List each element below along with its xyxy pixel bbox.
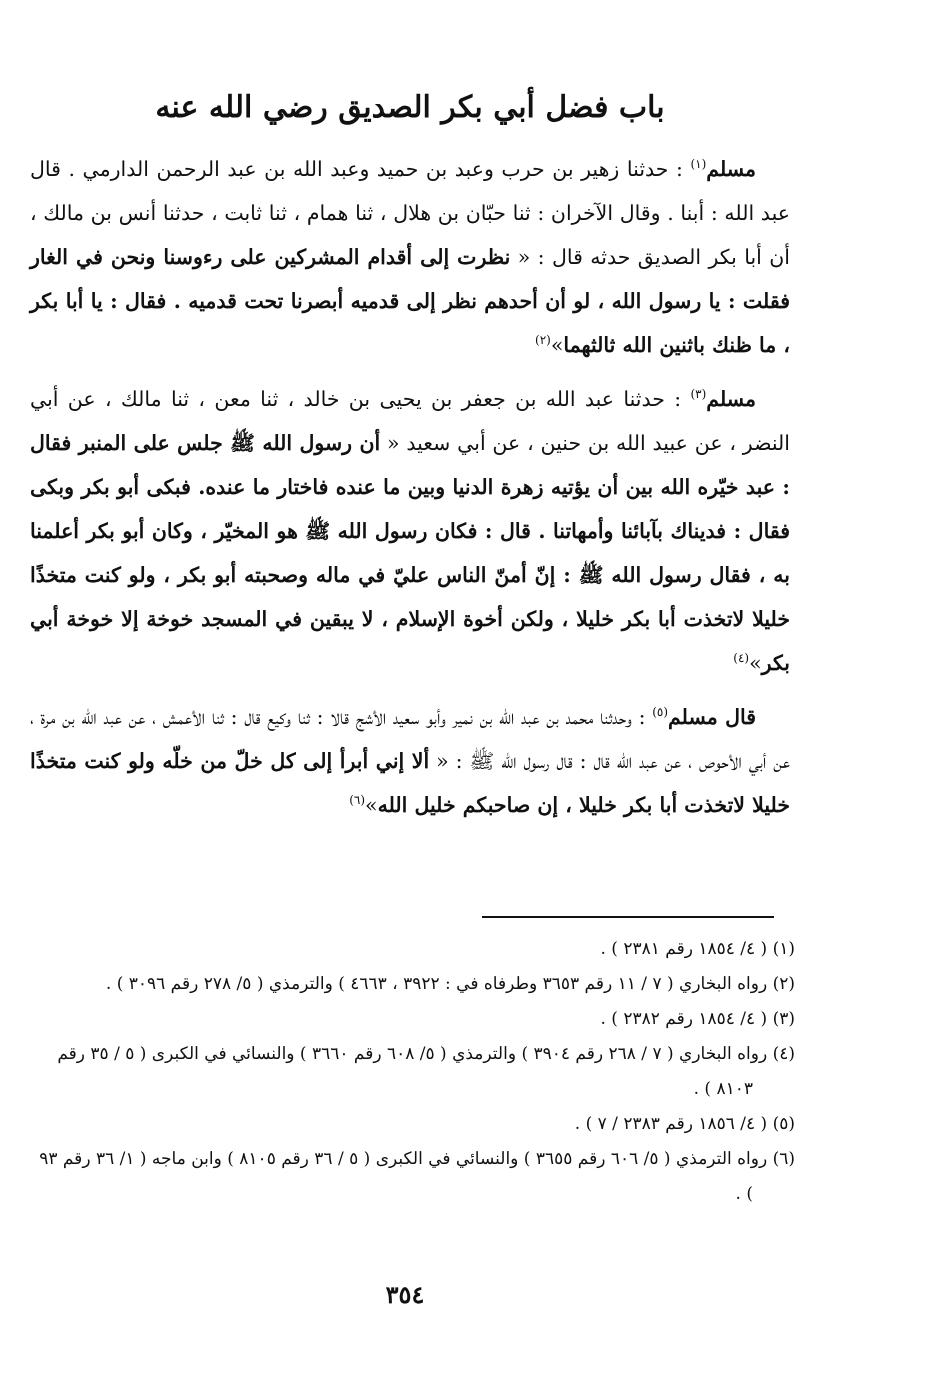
source-label: مسلم (706, 387, 756, 411)
main-text (30, 90, 790, 837)
source-label: قال مسلم (668, 705, 757, 729)
quote-close: » (749, 651, 762, 675)
hadith-paragraph-1 (30, 147, 790, 367)
footnote-ref: (١) (690, 157, 707, 172)
footnote-3: (٣) ( ٤/ ١٨٥٤ رقم ٢٣٨٢ ) . (600, 1009, 795, 1029)
footnote-4: (٤) رواه البخاري ( ٧ / ٢٦٨ رقم ٣٩٠٤ ) والترمذي ( ٥/ ٦٠٨ رقم ٣٦٦٠ ) والنسائي في الكبرى ( ٥ / ٣٥ رقم ٨١٠٣ ) . (57, 1044, 795, 1099)
footnote-ref: (٢) (535, 333, 551, 348)
hadith-paragraph-3 (30, 695, 790, 827)
footnote-6: (٦) رواه الترمذي ( ٥/ ٦٠٦ رقم ٣٦٥٥ ) والنسائي في الكبرى ( ٥ / ٣٦ رقم ٨١٠٥ ) وابن ماجه ( ١/ ٣٦ رقم ٩٣ ) . (39, 1149, 795, 1204)
matn-text: ألا إني أبرأ إلى كل خلّ من خلّه ولو كنت متخذًا خليلا لاتخذت أبا بكر خليلا ، إن صاحبكم خليل الله (30, 749, 790, 817)
footnotes (35, 932, 795, 1212)
footnote-ref: (٤) (733, 651, 750, 666)
source-label: مسلم (706, 157, 756, 181)
page-title: باب فضل أبي بكر الصديق رضي الله عنه (155, 90, 665, 125)
isnad-text: : حدثنا زهير بن حرب وعبد بن حميد وعبد الله بن عبد الرحمن الدارمي . قال عبد الله : أبنا . وقال الآخران : ثنا حبّان بن هلال ، ثنا همام ، ثنا ثابت ، حدثنا أنس بن مالك ، أن أبا بكر الصديق حدثه قال : « (30, 157, 790, 269)
footnote-5: (٥) ( ٤/ ١٨٥٦ رقم ٢٣٨٣ / ٧ ) . (574, 1114, 795, 1134)
footnote-1: (١) ( ٤/ ١٨٥٤ رقم ٢٣٨١ ) . (600, 939, 795, 959)
matn-text: أن رسول الله ﷺ جلس على المنبر فقال : عبد خيّره الله بين أن يؤتيه زهرة الدنيا وبين ما عنده فاختار ما عنده. فبكى أبو بكر وبكى فقال : فديناك بآبائنا وأمهاتنا . قال : فكان رسول الله ﷺ هو المخيّر ، وكان أبو بكر أعلمنا به ، فقال رسول الله ﷺ : إنّ أمنّ الناس عليّ في ماله وصحبته أبو بكر ، ولو كنت متخذًا خليلا لاتخذت أبا بكر خليلا ، ولكن أخوة الإسلام ، لا يبقين في المسجد خوخة إلا خوخة أبي بكر (30, 431, 790, 675)
quote-close: » (550, 333, 564, 357)
hadith-paragraph-2 (30, 377, 790, 685)
isnad-text: : وحدثنا محمد بن عبد الله بن نمير وأبو سعيد الأشج قالا : ثنا وكيع قال : ثنا الأعمش ، عن عبد الله بن مرة ، عن أبي الأحوص ، عن عبد الله قال : قال رسول الله ﷺ : « (30, 705, 790, 773)
footnote-ref: (٣) (690, 387, 707, 402)
matn-text: نظرت إلى أقدام المشركين على رءوسنا ونحن في الغار فقلت : يا رسول الله ، لو أن أحدهم نظر إلى قدميه أبصرنا تحت قدميه . فقال : يا أبا بكر ، ما ظنك باثنين الله ثالثهما (30, 245, 790, 357)
footnote-separator (482, 916, 774, 918)
footnote-ref: (٦) (349, 793, 366, 808)
page-number: ٣٥٤ (385, 1280, 425, 1309)
quote-close: » (365, 793, 378, 817)
footnote-2: (٢) رواه البخاري ( ٧ / ١١ رقم ٣٦٥٣ وطرفاه في : ٣٩٢٢ ، ٤٦٦٣ ) والترمذي ( ٥/ ٢٧٨ رقم ٣٠٩٦ ) . (105, 974, 795, 994)
isnad-text: : حدثنا عبد الله بن جعفر بن يحيى بن خالد ، ثنا معن ، ثنا مالك ، عن أبي النضر ، عن عبيد الله بن حنين ، عن أبي سعيد « (30, 387, 790, 455)
footnote-ref: (٥) (652, 705, 669, 720)
